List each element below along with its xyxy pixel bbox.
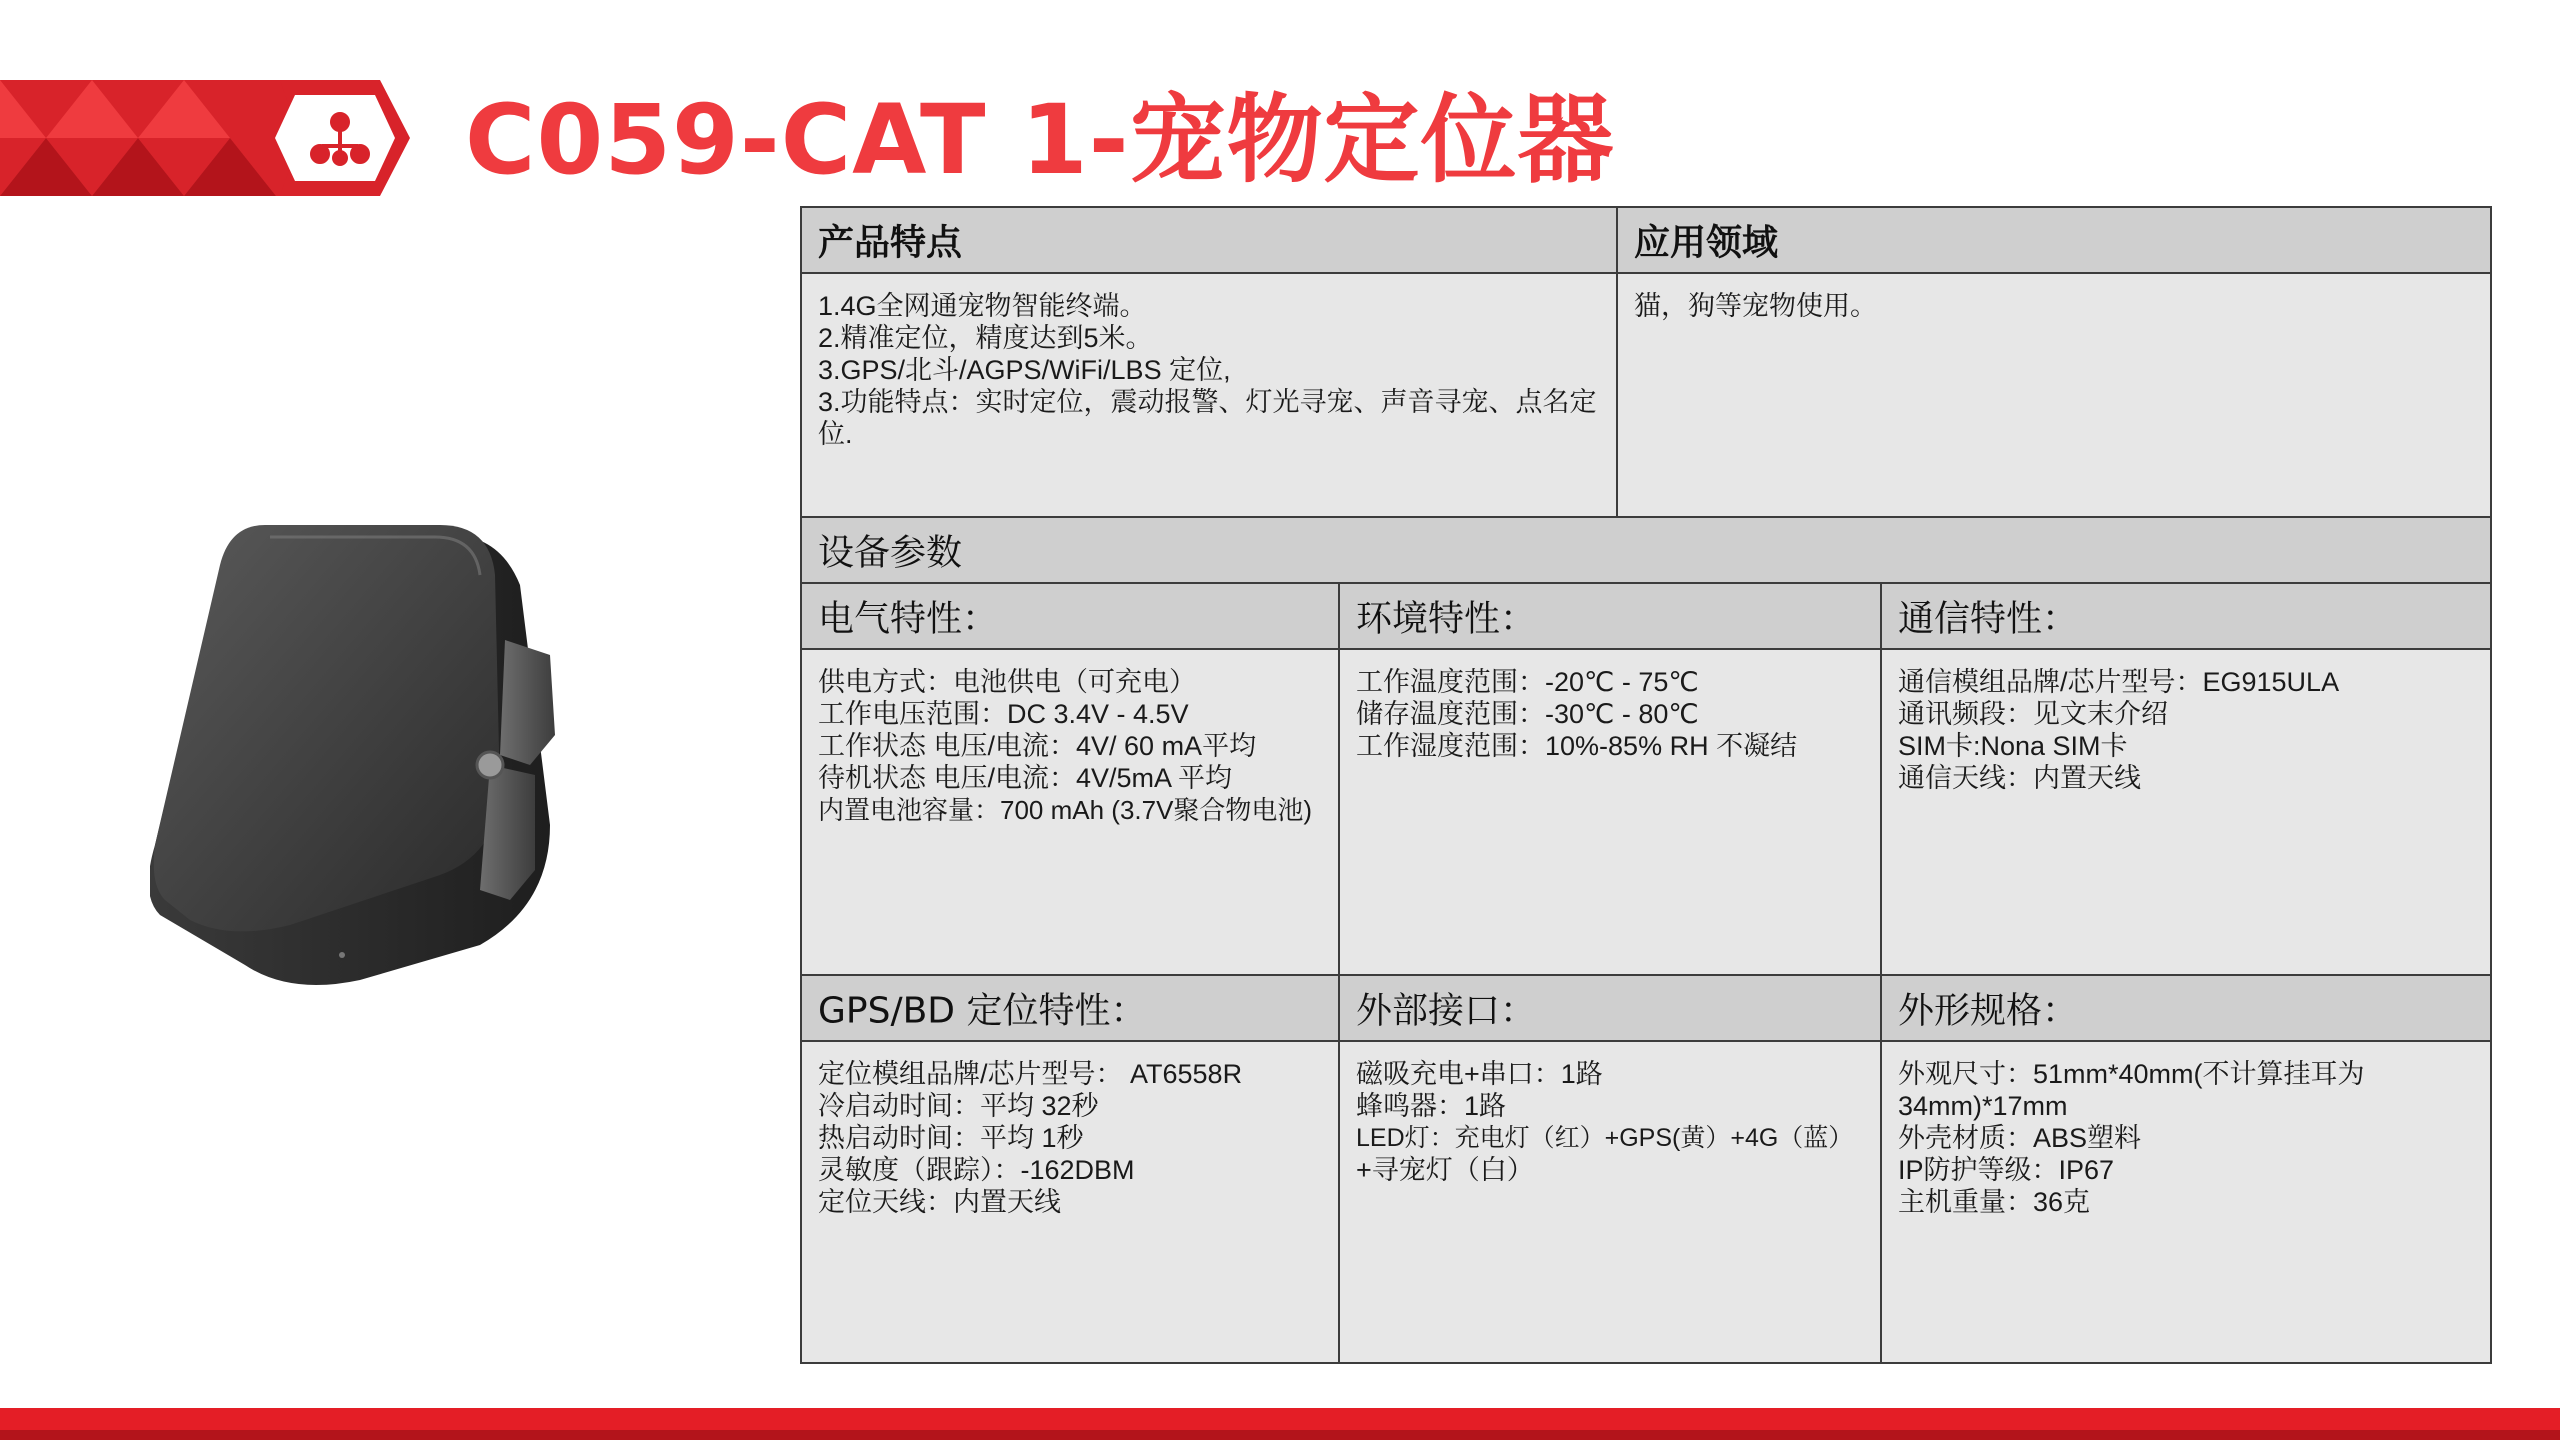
params-header: 设备参数 xyxy=(800,516,2492,584)
param-line: 定位模组品牌/芯片型号： AT6558R xyxy=(818,1059,1243,1089)
param-line: 储存温度范围：-30℃ - 80℃ xyxy=(1356,699,1699,729)
page-title: C059-CAT 1-宠物定位器 xyxy=(465,84,1615,196)
param-line: 热启动时间：平均 1秒 xyxy=(818,1123,1084,1153)
param-line: 定位天线：内置天线 xyxy=(818,1187,1061,1217)
communication-body xyxy=(1880,648,2492,976)
interface-header: 外部接口： xyxy=(1338,974,1882,1042)
param-line: 待机状态 电压/电流：4V/5mA 平均 xyxy=(818,763,1233,793)
footer-stripe-dark xyxy=(0,1430,2560,1440)
environment-body xyxy=(1338,648,1882,976)
footer-stripe xyxy=(0,1408,2560,1430)
param-line: 磁吸充电+串口：1路 xyxy=(1356,1059,1603,1089)
feature-line: 2.精准定位，精度达到5米。 xyxy=(818,323,1153,353)
param-line: SIM卡:Nona SIM卡 xyxy=(1898,731,2128,761)
param-line: 外观尺寸：51mm*40mm(不计算挂耳为34mm)*17mm xyxy=(1898,1059,2365,1121)
param-line: 内置电池容量：700 mAh (3.7V聚合物电池) xyxy=(818,795,1313,825)
param-line: 工作状态 电压/电流：4V/ 60 mA平均 xyxy=(818,731,1257,761)
param-line: 蜂鸣器：1路 xyxy=(1356,1091,1507,1121)
features-body xyxy=(800,272,1618,518)
param-line: 灵敏度（跟踪）：-162DBM xyxy=(818,1155,1135,1185)
header-banner xyxy=(0,80,410,196)
application-header: 应用领域 xyxy=(1616,206,2492,274)
param-line: 供电方式：电池供电（可充电） xyxy=(818,667,1196,697)
param-line: 通信天线：内置天线 xyxy=(1898,763,2141,793)
param-line: +寻宠灯（白） xyxy=(1356,1155,1534,1185)
param-line: 工作湿度范围：10%-85% RH 不凝结 xyxy=(1356,731,1798,761)
feature-line: 3.GPS/北斗/AGPS/WiFi/LBS 定位, xyxy=(818,355,1231,385)
param-line: 工作温度范围：-20℃ - 75℃ xyxy=(1356,667,1699,697)
form-header: 外形规格： xyxy=(1880,974,2492,1042)
param-line: 外壳材质：ABS塑料 xyxy=(1898,1123,2142,1153)
feature-line: 3.功能特点：实时定位，震动报警、灯光寻宠、声音寻宠、点名定位. xyxy=(818,387,1597,449)
param-line: 冷启动时间：平均 32秒 xyxy=(818,1091,1099,1121)
form-body xyxy=(1880,1040,2492,1364)
interface-body xyxy=(1338,1040,1882,1364)
gps-body xyxy=(800,1040,1340,1364)
param-line: LED灯：充电灯（红）+GPS(黄）+4G（蓝） xyxy=(1356,1124,1854,1152)
param-line: 工作电压范围：DC 3.4V - 4.5V xyxy=(818,699,1189,729)
param-line: 通信模组品牌/芯片型号：EG915ULA xyxy=(1898,667,2340,697)
electrical-body xyxy=(800,648,1340,976)
param-line: IP防护等级：IP67 xyxy=(1898,1155,2115,1185)
application-text: 猫，狗等宠物使用。 xyxy=(1634,291,1877,321)
communication-header: 通信特性： xyxy=(1880,582,2492,650)
param-line: 主机重量：36克 xyxy=(1898,1187,2091,1217)
feature-line: 1.4G全网通宠物智能终端。 xyxy=(818,291,1147,321)
product-image xyxy=(150,525,590,985)
features-header: 产品特点 xyxy=(800,206,1618,274)
param-line: 通讯频段：见文末介绍 xyxy=(1898,699,2168,729)
gps-header: GPS/BD 定位特性： xyxy=(800,974,1340,1042)
electrical-header: 电气特性： xyxy=(800,582,1340,650)
application-body xyxy=(1616,272,2492,518)
environment-header: 环境特性： xyxy=(1338,582,1882,650)
